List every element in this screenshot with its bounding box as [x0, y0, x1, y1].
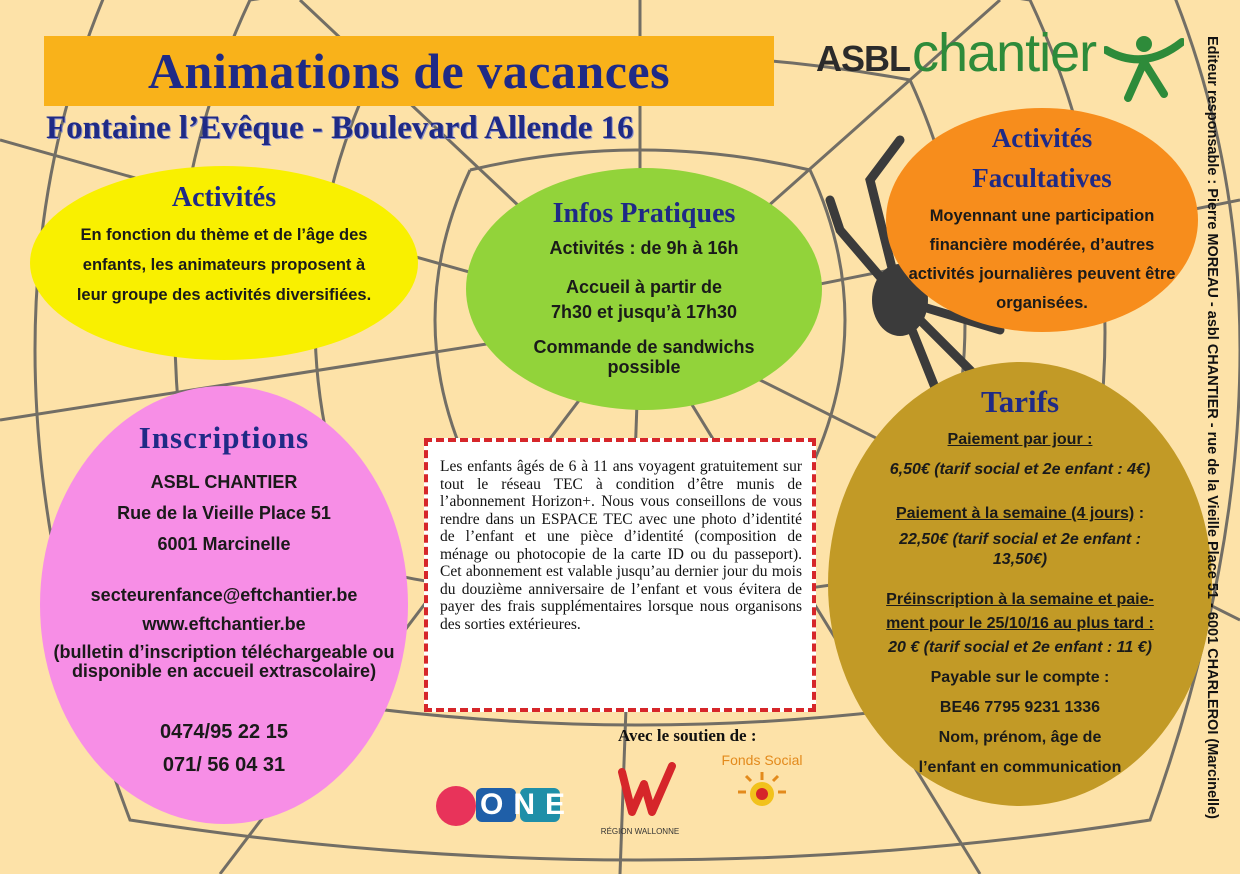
tec-info-box [424, 438, 816, 712]
inscriptions-bubble [40, 386, 408, 824]
inscriptions-title: Inscriptions [138, 420, 310, 455]
logo-asbl-text: ASBL [816, 38, 910, 79]
inscriptions-city: 6001 Marcinelle [157, 534, 291, 554]
person-figure-icon [1104, 32, 1184, 102]
tarifs-week-price-1: 22,50€ (tarif social et 2e enfant : [899, 531, 1141, 548]
one-logo-text: ONE [480, 788, 576, 821]
inscriptions-street: Rue de la Vieille Place 51 [117, 503, 331, 523]
inscriptions-phone-2: 071/ 56 04 31 [162, 754, 286, 776]
infos-sandwich-2: possible [607, 357, 681, 377]
activites-body: En fonction du thème et de l’âge des enfants, les animateurs proposent à leur groupe des activités diversifiées. [76, 226, 372, 304]
logo-chantier-text: chantier [912, 23, 1097, 83]
activites-bubble [30, 166, 418, 360]
inscriptions-note-1: (bulletin d’inscription téléchargeable ou [53, 642, 395, 662]
tarifs-week-price-2: 13,50€) [992, 551, 1048, 568]
infos-sandwich-1: Commande de sandwichs [533, 337, 755, 357]
inscriptions-org: ASBL CHANTIER [150, 472, 298, 492]
infos-pratiques-bubble [466, 168, 822, 410]
inscriptions-phone-1: 0474/95 22 15 [160, 721, 288, 743]
region-wallonne-logo [592, 762, 688, 838]
activites-facultatives-bubble [886, 108, 1198, 332]
infos-hours: Activités : de 9h à 16h [549, 238, 739, 258]
tarifs-bubble [828, 362, 1212, 806]
inscriptions-note-2: disponible en accueil extrascolaire) [71, 661, 377, 681]
region-wallonne-text: RÉGION WALLONNE [600, 827, 680, 836]
tarifs-pre-label-1: Préinscription à la semaine et paie- [886, 591, 1154, 608]
tarifs-pre-price: 20 € (tarif social et 2e enfant : 11 €) [888, 639, 1152, 656]
tarifs-communication-1: Nom, prénom, âge de [938, 729, 1102, 746]
tarifs-account-label: Payable sur le compte : [930, 669, 1110, 686]
facultatives-body: Moyennant une participation financière modérée, d’autres activités journalières peuvent être organisées. [908, 207, 1176, 312]
infos-accueil-1: Accueil à partir de [565, 277, 723, 297]
tarifs-communication-2: l’enfant en communication [918, 759, 1122, 776]
tarifs-week-label: Paiement à la semaine (4 jours) [895, 505, 1135, 522]
tarifs-account-number: BE46 7795 9231 1336 [939, 699, 1101, 716]
tec-info-text: Les enfants âgés de 6 à 11 ans voyagent gratuitement sur tout le réseau TEC à condition d’être munis de l’abonnement Horizon+. Nous vous conseillons de vous rendre dans un ESPACE TEC avec une photo d’identité de l’enfant et une pièce d’identité (composition de ménage ou photocopie de la carte ID ou du passeport). Cet abonnement est valable jusqu’au dernier jour du mois du douzième anniversaire de l’enfant et vous évitera de payer des frais supplémentaires lorsque nous organisons des sorties extérieures. [440, 458, 802, 633]
one-logo [434, 776, 574, 836]
sun-ladybug-icon [714, 768, 810, 828]
activites-title: Activités [171, 182, 277, 213]
support-label: Avec le soutien de : [618, 726, 757, 745]
inscriptions-website[interactable]: www.eftchantier.be [142, 614, 306, 634]
editor-responsible: Editeur responsable : Pierre MOREAU - asbl CHANTIER - rue de la Vieille Place 51 - 6001 CHARLEROI (Marcinelle) [1204, 36, 1220, 819]
fonds-social-text: Fonds Social [721, 752, 803, 768]
page-subtitle: Fontaine l’Evêque - Boulevard Allende 16 [46, 110, 634, 146]
asbl-chantier-logo [814, 23, 1184, 106]
wallonia-rooster-icon [592, 762, 688, 820]
tarifs-day-price: 6,50€ (tarif social et 2e enfant : 4€) [889, 461, 1151, 478]
title-banner [44, 36, 774, 106]
facultatives-title-1: Activités [991, 123, 1093, 153]
tarifs-week-colon: : [1134, 505, 1145, 522]
facultatives-title-2: Facultatives [972, 163, 1112, 193]
tarifs-title: Tarifs [980, 384, 1060, 419]
fonds-social-logo [714, 752, 810, 836]
infos-accueil-2: 7h30 et jusqu’à 17h30 [550, 302, 738, 322]
infos-title: Infos Pratiques [552, 198, 736, 229]
tarifs-day-label: Paiement par jour : [947, 431, 1093, 448]
inscriptions-email[interactable]: secteurenfance@eftchantier.be [90, 585, 358, 605]
page-title: Animations de vacances [147, 43, 671, 99]
tarifs-pre-label-2: ment pour le 25/10/16 au plus tard : [886, 615, 1154, 632]
tarifs-week-label-line [896, 504, 1144, 524]
